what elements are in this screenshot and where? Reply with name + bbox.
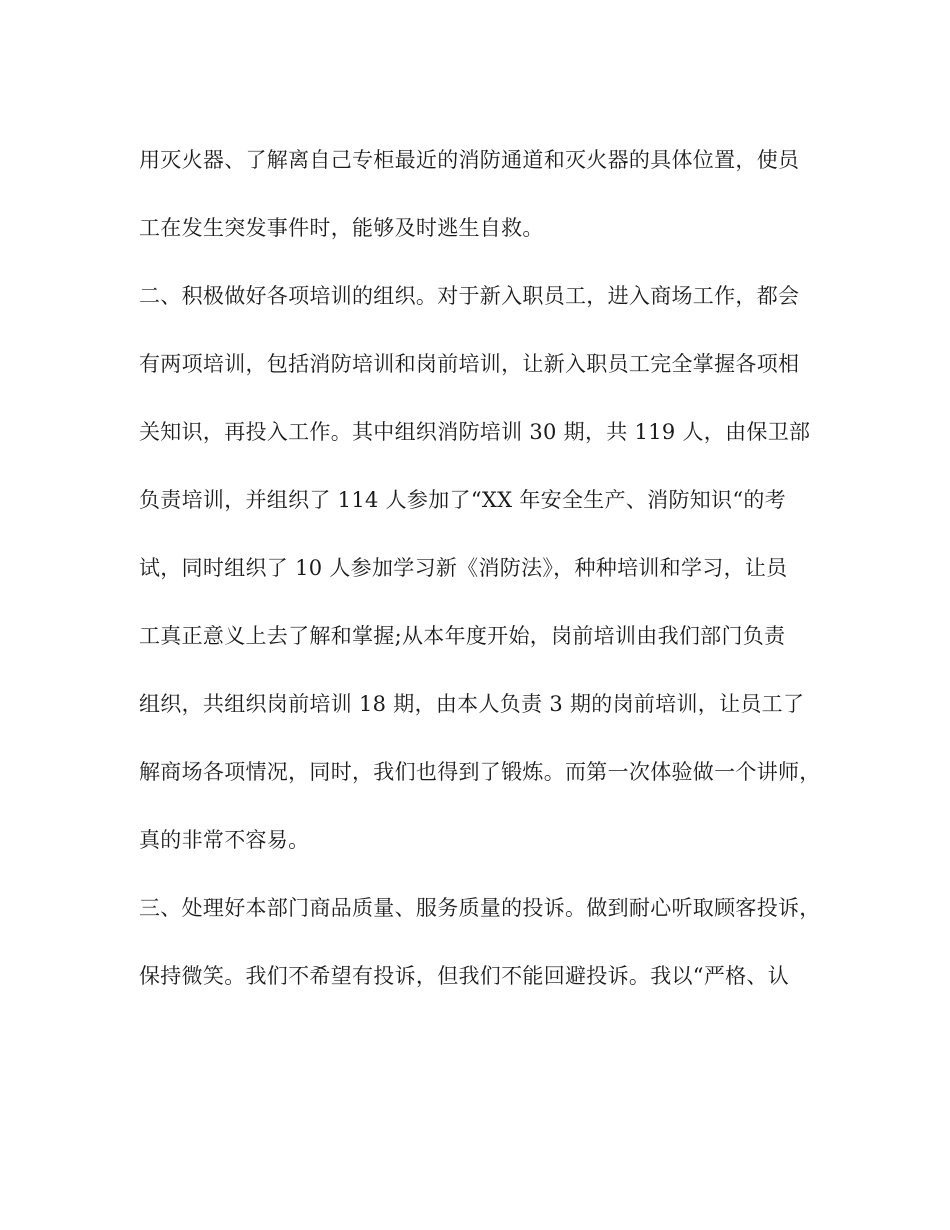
text-line: 试，同时组织了 10 人参加学习新《消防法》，种种培训和学习，让员 [139,556,788,580]
text-line: 工真正意义上去了解和掌握;从本年度开始，岗前培训由我们部门负责 [139,624,786,648]
text-line: 二、积极做好各项培训的组织。对于新入职员工，进入商场工作，都会 [139,284,800,308]
text-line: 负责培训，并组织了 114 人参加了“XX 年安全生产、消防知识“的考 [139,488,786,512]
text-line: 组织，共组织岗前培训 18 期，由本人负责 3 期的岗前培训，让员工了 [139,692,805,716]
text-line: 工在发生突发事件时，能够及时逃生自救。 [139,216,544,240]
text-line: 保持微笑。我们不希望有投诉，但我们不能回避投诉。我以“严格、认 [139,964,790,988]
text-line: 解商场各项情况，同时，我们也得到了锻炼。而第一次体验做一个讲师， [139,760,821,784]
text-line: 关知识，再投入工作。其中组织消防培训 30 期，共 119 人，由保卫部 [139,420,811,444]
text-line: 三、处理好本部门商品质量、服务质量的投诉。做到耐心听取顾客投诉， [139,896,821,920]
text-line: 有两项培训，包括消防培训和岗前培训，让新入职员工完全掌握各项相 [139,352,800,376]
text-line: 用灭火器、了解离自己专柜最近的消防通道和灭火器的具体位置，使员 [139,148,800,172]
text-line: 真的非常不容易。 [139,828,310,852]
